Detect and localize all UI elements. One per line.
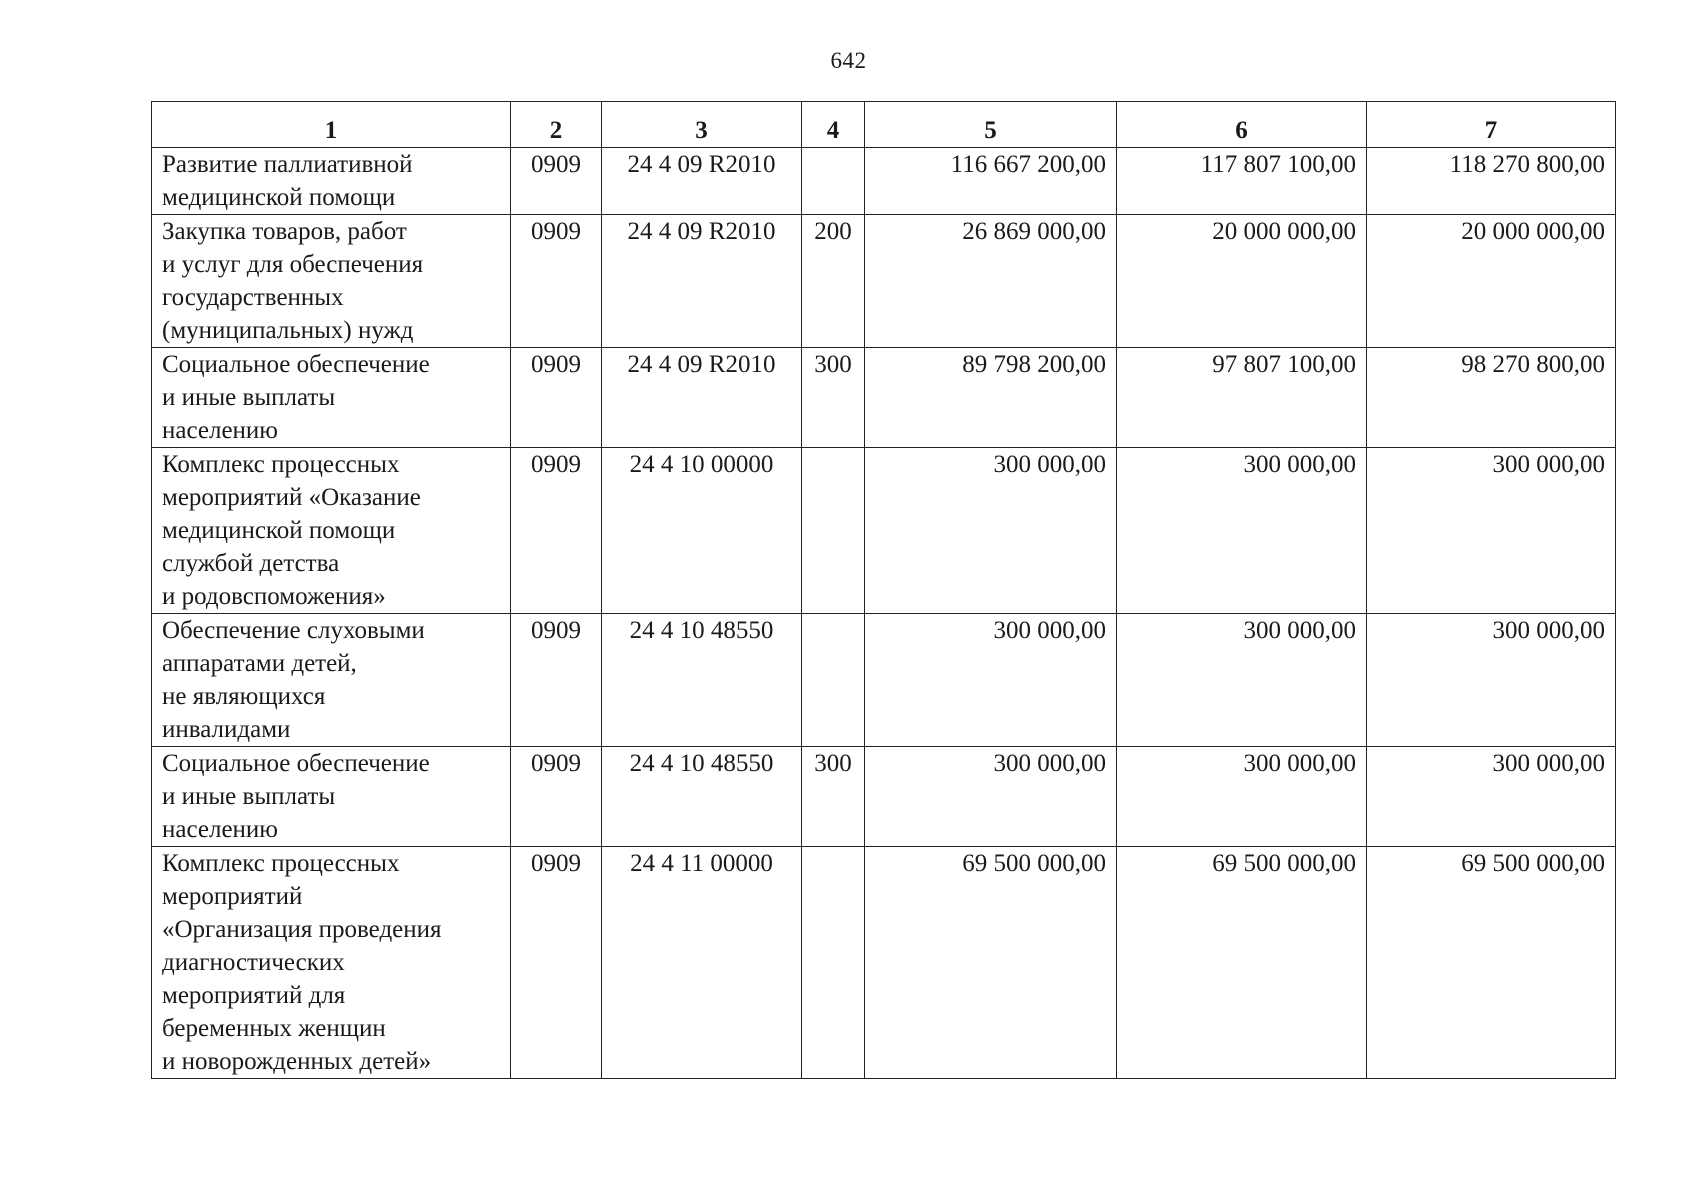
expense-type-cell [802, 847, 865, 1079]
amount-col-7-cell: 20 000 000,00 [1367, 215, 1616, 348]
section-code-cell: 0909 [511, 614, 602, 747]
header-col-7: 7 [1367, 102, 1616, 148]
target-code-cell: 24 4 10 00000 [602, 448, 802, 614]
row-name-cell: Обеспечение слуховыми аппаратами детей, не являющихся инвалидами [152, 614, 511, 747]
header-col-4: 4 [802, 102, 865, 148]
section-code-cell: 0909 [511, 448, 602, 614]
page-number: 642 [830, 48, 867, 73]
target-code-cell: 24 4 11 00000 [602, 847, 802, 1079]
row-name-cell: Социальное обеспечение и иные выплаты населению [152, 747, 511, 847]
target-code-cell: 24 4 10 48550 [602, 747, 802, 847]
amount-col-5-cell: 300 000,00 [865, 448, 1117, 614]
target-code-cell: 24 4 09 R2010 [602, 148, 802, 215]
amount-col-5-cell: 89 798 200,00 [865, 348, 1117, 448]
expense-type-cell: 300 [802, 747, 865, 847]
table-row [152, 448, 1616, 614]
amount-col-5-cell: 69 500 000,00 [865, 847, 1117, 1079]
amount-col-7-cell: 300 000,00 [1367, 614, 1616, 747]
expense-type-cell: 200 [802, 215, 865, 348]
table-row [152, 747, 1616, 847]
target-code-cell: 24 4 10 48550 [602, 614, 802, 747]
section-code-cell: 0909 [511, 215, 602, 348]
amount-col-6-cell: 117 807 100,00 [1117, 148, 1367, 215]
amount-col-5-cell: 116 667 200,00 [865, 148, 1117, 215]
amount-col-5-cell: 300 000,00 [865, 614, 1117, 747]
amount-col-7-cell: 300 000,00 [1367, 448, 1616, 614]
amount-col-7-cell: 98 270 800,00 [1367, 348, 1616, 448]
expense-type-cell [802, 614, 865, 747]
table-row [152, 148, 1616, 215]
header-col-5: 5 [865, 102, 1117, 148]
row-name-cell: Комплекс процессных мероприятий «Оказание медицинской помощи службой детства и родовспоможения» [152, 448, 511, 614]
amount-col-6-cell: 300 000,00 [1117, 747, 1367, 847]
amount-col-6-cell: 97 807 100,00 [1117, 348, 1367, 448]
section-code-cell: 0909 [511, 847, 602, 1079]
amount-col-7-cell: 300 000,00 [1367, 747, 1616, 847]
header-col-3: 3 [602, 102, 802, 148]
expense-type-cell: 300 [802, 348, 865, 448]
row-name-cell: Комплекс процессных мероприятий «Организация проведения диагностических мероприятий для беременных женщин и новорожденных детей» [152, 847, 511, 1079]
expense-type-cell [802, 148, 865, 215]
amount-col-6-cell: 300 000,00 [1117, 614, 1367, 747]
header-col-2: 2 [511, 102, 602, 148]
target-code-cell: 24 4 09 R2010 [602, 215, 802, 348]
amount-col-5-cell: 26 869 000,00 [865, 215, 1117, 348]
row-name-cell: Развитие паллиативной медицинской помощи [152, 148, 511, 215]
row-name-cell: Социальное обеспечение и иные выплаты населению [152, 348, 511, 448]
amount-col-7-cell: 69 500 000,00 [1367, 847, 1616, 1079]
section-code-cell: 0909 [511, 348, 602, 448]
table-row [152, 847, 1616, 1079]
table-row [152, 614, 1616, 747]
table-row [152, 348, 1616, 448]
target-code-cell: 24 4 09 R2010 [602, 348, 802, 448]
table-row [152, 215, 1616, 348]
amount-col-6-cell: 20 000 000,00 [1117, 215, 1367, 348]
amount-col-6-cell: 69 500 000,00 [1117, 847, 1367, 1079]
section-code-cell: 0909 [511, 148, 602, 215]
amount-col-6-cell: 300 000,00 [1117, 448, 1367, 614]
header-col-1: 1 [152, 102, 511, 148]
section-code-cell: 0909 [511, 747, 602, 847]
header-row [152, 102, 1616, 148]
header-col-6: 6 [1117, 102, 1367, 148]
budget-table [151, 101, 1616, 1079]
row-name-cell: Закупка товаров, работ и услуг для обеспечения государственных (муниципальных) нужд [152, 215, 511, 348]
amount-col-5-cell: 300 000,00 [865, 747, 1117, 847]
expense-type-cell [802, 448, 865, 614]
amount-col-7-cell: 118 270 800,00 [1367, 148, 1616, 215]
